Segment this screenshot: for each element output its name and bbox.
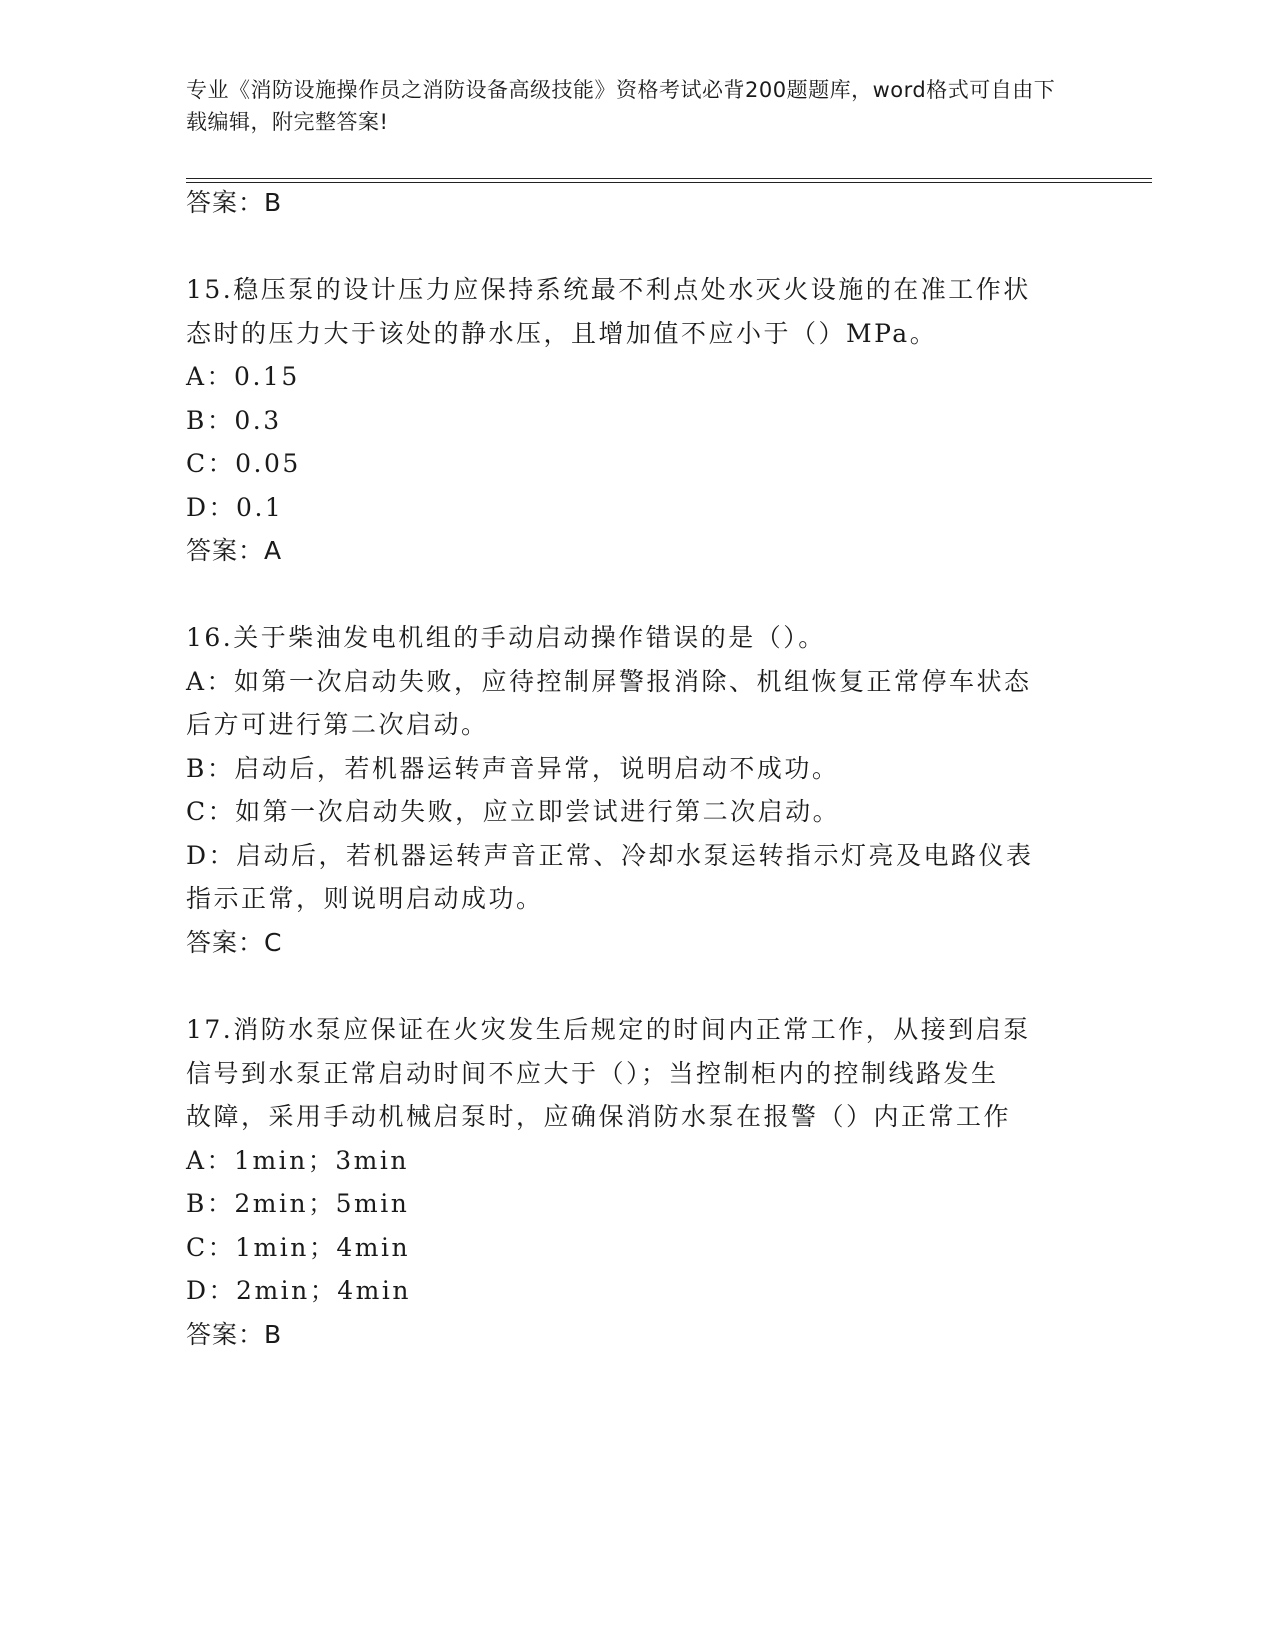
question-17-option-a: A：1min；3min xyxy=(186,1146,409,1175)
header-divider xyxy=(186,178,1152,179)
question-16-answer: 答案：C xyxy=(186,928,283,957)
question-17-stem: 故障，采用手动机械启泵时，应确保消防水泵在报警（）内正常工作 xyxy=(186,1102,1012,1131)
question-17-stem: 17.消防水泵应保证在火灾发生后规定的时间内正常工作，从接到启泵 xyxy=(186,1015,1031,1044)
question-16-option-d: D：启动后，若机器运转声音正常、冷却水泵运转指示灯亮及电路仪表 xyxy=(186,841,1034,870)
question-16-stem: 16.关于柴油发电机组的手动启动操作错误的是（）。 xyxy=(186,623,826,652)
question-17-stem: 信号到水泵正常启动时间不应大于（）；当控制柜内的控制线路发生 xyxy=(186,1059,999,1088)
question-15-answer: 答案：A xyxy=(186,536,283,565)
question-15-stem: 态时的压力大于该处的静水压，且增加值不应小于（）MPa。 xyxy=(186,319,938,348)
question-16-option-d-cont: 指示正常，则说明启动成功。 xyxy=(186,884,544,913)
question-17-option-d: D：2min；4min xyxy=(186,1276,411,1305)
question-17-option-c: C：1min；4min xyxy=(186,1233,411,1262)
question-16-option-a-cont: 后方可进行第二次启动。 xyxy=(186,710,489,739)
question-15-stem: 15.稳压泵的设计压力应保持系统最不利点处水灭火设施的在准工作状 xyxy=(186,275,1031,304)
question-15-option-b: B：0.3 xyxy=(186,406,282,435)
question-17-option-b: B：2min；5min xyxy=(186,1189,410,1218)
document-header: 专业《消防设施操作员之消防设备高级技能》资格考试必背200题题库，word格式可自由下载编辑，附完整答案! xyxy=(186,78,1056,134)
answer-line: 答案：B xyxy=(186,188,283,217)
question-17-answer: 答案：B xyxy=(186,1320,283,1349)
question-16-option-b: B：启动后，若机器运转声音异常，说明启动不成功。 xyxy=(186,754,840,783)
question-15-option-a: A：0.15 xyxy=(186,362,300,391)
question-16-option-c: C：如第一次启动失败，应立即尝试进行第二次启动。 xyxy=(186,797,841,826)
question-16-option-a: A：如第一次启动失败，应待控制屏警报消除、机组恢复正常停车状态 xyxy=(186,667,1032,696)
header-divider-double xyxy=(186,182,1152,183)
question-15-option-d: D：0.1 xyxy=(186,493,284,522)
question-15-option-c: C：0.05 xyxy=(186,449,301,478)
